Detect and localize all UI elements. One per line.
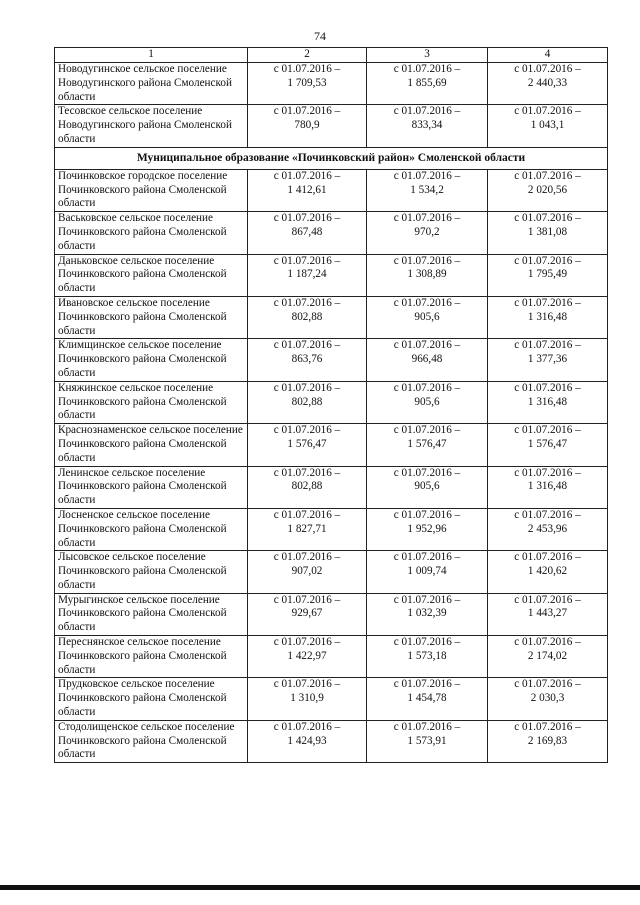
table-row bbox=[55, 381, 608, 423]
settlement-name-cell: Климщинское сельское поселение Починковского района Смоленской области bbox=[55, 339, 248, 381]
tariff-cell-col3 bbox=[367, 105, 488, 147]
tariff-value: 802,88 bbox=[291, 310, 323, 323]
tariff-cell-col4 bbox=[488, 424, 608, 466]
tariff-value: 905,6 bbox=[414, 310, 440, 323]
tariff-date: с 01.07.2016 – bbox=[273, 424, 341, 437]
tariff-value: 1 454,78 bbox=[407, 692, 447, 705]
table-row bbox=[55, 636, 608, 678]
tariff-date: с 01.07.2016 – bbox=[393, 551, 461, 564]
tariff-cell-col3 bbox=[367, 424, 488, 466]
settlement-name-cell: Починковское городское поселение Починковского района Смоленской области bbox=[55, 169, 248, 211]
tariff-date: с 01.07.2016 – bbox=[514, 424, 581, 437]
settlement-name-cell: Лосненское сельское поселение Починковского района Смоленской области bbox=[55, 508, 248, 550]
tariff-cell-col3 bbox=[367, 169, 488, 211]
tariff-date: с 01.07.2016 – bbox=[393, 678, 461, 691]
tariff-value: 1 422,97 bbox=[287, 649, 327, 662]
tariff-value: 1 827,71 bbox=[287, 522, 327, 535]
tariff-value: 1 187,24 bbox=[287, 268, 327, 281]
tariff-value: 1 424,93 bbox=[287, 734, 327, 747]
table-row bbox=[55, 551, 608, 593]
tariff-cell-col2 bbox=[248, 296, 367, 338]
tariff-date: с 01.07.2016 – bbox=[393, 63, 461, 75]
tariff-cell-col4 bbox=[488, 105, 608, 147]
tariff-date: с 01.07.2016 – bbox=[514, 63, 581, 75]
tariff-cell-col3 bbox=[367, 254, 488, 296]
tariff-date: с 01.07.2016 – bbox=[393, 466, 461, 479]
settlement-name-cell: Краснознаменское сельское поселение Починковского района Смоленской области bbox=[55, 424, 248, 466]
tariff-value: 1 709,53 bbox=[287, 76, 327, 89]
tariff-value: 1 573,18 bbox=[407, 649, 447, 662]
tariff-value: 1 032,39 bbox=[407, 607, 447, 620]
tariff-date: с 01.07.2016 – bbox=[273, 339, 341, 352]
tariff-cell-col2 bbox=[248, 424, 367, 466]
tariff-cell-col3 bbox=[367, 339, 488, 381]
tariff-cell-col2 bbox=[248, 339, 367, 381]
tariff-date: с 01.07.2016 – bbox=[514, 593, 581, 606]
tariff-value: 1 316,48 bbox=[527, 395, 568, 408]
tariff-date: с 01.07.2016 – bbox=[273, 593, 341, 606]
tariff-value: 905,6 bbox=[414, 395, 440, 408]
tariff-value: 1 420,62 bbox=[527, 565, 568, 578]
tariff-value: 2 020,56 bbox=[527, 183, 568, 196]
tariff-value: 2 440,33 bbox=[527, 76, 568, 89]
tariff-cell-col2 bbox=[248, 254, 367, 296]
settlement-name-cell: Стодолищенское сельское поселение Починковского района Смоленской области bbox=[55, 720, 248, 762]
tariff-value: 929,67 bbox=[291, 607, 323, 620]
tariff-cell-col2 bbox=[248, 720, 367, 762]
tariff-value: 867,48 bbox=[291, 225, 323, 238]
table-row bbox=[55, 466, 608, 508]
tariff-date: с 01.07.2016 – bbox=[393, 105, 461, 118]
tariff-date: с 01.07.2016 – bbox=[393, 720, 461, 733]
tariff-date: с 01.07.2016 – bbox=[393, 169, 461, 182]
tariff-date: с 01.07.2016 – bbox=[273, 381, 341, 394]
table-row bbox=[55, 296, 608, 338]
settlement-name-cell: Ленинское сельское поселение Починковского района Смоленской области bbox=[55, 466, 248, 508]
tariff-cell-col3 bbox=[367, 381, 488, 423]
tariff-value: 1 381,08 bbox=[527, 225, 568, 238]
tariff-cell-col2 bbox=[248, 466, 367, 508]
tariff-date: с 01.07.2016 – bbox=[393, 254, 461, 267]
header-row bbox=[55, 48, 608, 63]
tariff-date: с 01.07.2016 – bbox=[393, 212, 461, 225]
tariff-date: с 01.07.2016 – bbox=[514, 508, 581, 521]
tariff-cell-col2 bbox=[248, 551, 367, 593]
tariff-date: с 01.07.2016 – bbox=[273, 169, 341, 182]
column-header-3: 3 bbox=[367, 48, 488, 63]
tariff-value: 1 316,48 bbox=[527, 480, 568, 493]
table-row bbox=[55, 339, 608, 381]
tariff-cell-col3 bbox=[367, 551, 488, 593]
tariff-date: с 01.07.2016 – bbox=[514, 466, 581, 479]
tariff-date: с 01.07.2016 – bbox=[514, 636, 581, 649]
tariff-value: 1 534,2 bbox=[410, 183, 444, 196]
tariff-value: 1 009,74 bbox=[407, 565, 447, 578]
table-body bbox=[55, 63, 608, 763]
table-row bbox=[55, 508, 608, 550]
tariff-date: с 01.07.2016 – bbox=[273, 296, 341, 309]
tariff-date: с 01.07.2016 – bbox=[514, 212, 581, 225]
tariff-value: 2 453,96 bbox=[527, 522, 568, 535]
tariff-cell-col4 bbox=[488, 169, 608, 211]
settlement-name-cell: Прудковское сельское поселение Починковского района Смоленской области bbox=[55, 678, 248, 720]
tariff-value: 863,76 bbox=[291, 353, 323, 366]
tariff-date: с 01.07.2016 – bbox=[273, 508, 341, 521]
table-row bbox=[55, 720, 608, 762]
tariff-value: 1 952,96 bbox=[407, 522, 447, 535]
tariff-cell-col2 bbox=[248, 381, 367, 423]
table-row bbox=[55, 254, 608, 296]
tariff-cell-col4 bbox=[488, 720, 608, 762]
page-number: 74 bbox=[314, 29, 326, 43]
tariff-date: с 01.07.2016 – bbox=[393, 636, 461, 649]
tariff-cell-col4 bbox=[488, 381, 608, 423]
tariff-date: с 01.07.2016 – bbox=[393, 296, 461, 309]
tariff-date: с 01.07.2016 – bbox=[273, 466, 341, 479]
tariff-value: 1 576,47 bbox=[407, 437, 447, 450]
tariff-date: с 01.07.2016 – bbox=[514, 339, 581, 352]
tariff-cell-col3 bbox=[367, 508, 488, 550]
tariff-cell-col4 bbox=[488, 593, 608, 635]
tariff-value: 907,02 bbox=[291, 565, 323, 578]
table-row bbox=[55, 63, 608, 105]
tariff-value: 2 030,3 bbox=[530, 692, 565, 705]
tariff-value: 1 043,1 bbox=[530, 119, 565, 132]
tariff-cell-col4 bbox=[488, 678, 608, 720]
tariff-date: с 01.07.2016 – bbox=[393, 593, 461, 606]
settlement-name-cell: Переснянское сельское поселение Починковского района Смоленской области bbox=[55, 636, 248, 678]
tariff-date: с 01.07.2016 – bbox=[393, 424, 461, 437]
tariff-value: 1 443,27 bbox=[527, 607, 568, 620]
tariff-cell-col2 bbox=[248, 169, 367, 211]
tariff-value: 1 308,89 bbox=[407, 268, 447, 281]
tariff-value: 1 310,9 bbox=[290, 692, 324, 705]
tariff-date: с 01.07.2016 – bbox=[273, 551, 341, 564]
tariff-date: с 01.07.2016 – bbox=[273, 105, 341, 118]
tariff-value: 1 412,61 bbox=[287, 183, 327, 196]
tariff-date: с 01.07.2016 – bbox=[514, 381, 581, 394]
tariff-date: с 01.07.2016 – bbox=[393, 339, 461, 352]
tariff-date: с 01.07.2016 – bbox=[273, 720, 341, 733]
tariff-cell-col3 bbox=[367, 212, 488, 254]
tariff-cell-col4 bbox=[488, 508, 608, 550]
tariff-cell-col4 bbox=[488, 551, 608, 593]
settlement-name-cell: Новодугинское сельское поселение Новодугинского района Смоленской области bbox=[55, 63, 248, 105]
section-title: Муниципальное образование «Починковский район» Смоленской области bbox=[55, 147, 608, 169]
settlement-name-cell: Княжинское сельское поселение Починковского района Смоленской области bbox=[55, 381, 248, 423]
tariff-cell-col4 bbox=[488, 339, 608, 381]
table-row bbox=[55, 593, 608, 635]
tariff-value: 1 377,36 bbox=[527, 353, 568, 366]
tariff-value: 1 576,47 bbox=[527, 437, 568, 450]
tariff-value: 802,88 bbox=[291, 480, 323, 493]
tariff-value: 1 576,47 bbox=[287, 437, 327, 450]
scan-edge-bar bbox=[0, 885, 640, 890]
tariff-cell-col4 bbox=[488, 296, 608, 338]
tariff-cell-col3 bbox=[367, 593, 488, 635]
tariff-date: с 01.07.2016 – bbox=[514, 296, 581, 309]
tariff-value: 905,6 bbox=[414, 480, 440, 493]
tariff-date: с 01.07.2016 – bbox=[514, 254, 581, 267]
tariff-cell-col2 bbox=[248, 105, 367, 147]
tariff-value: 966,48 bbox=[411, 353, 443, 366]
tariff-value: 833,34 bbox=[411, 119, 443, 132]
tariff-cell-col3 bbox=[367, 63, 488, 105]
tariff-cell-col4 bbox=[488, 63, 608, 105]
tariff-date: с 01.07.2016 – bbox=[393, 381, 461, 394]
tariff-value: 780,9 bbox=[294, 119, 320, 132]
table-row bbox=[55, 169, 608, 211]
tariff-cell-col2 bbox=[248, 508, 367, 550]
column-header-4: 4 bbox=[488, 48, 608, 63]
tariff-cell-col4 bbox=[488, 636, 608, 678]
tariff-date: с 01.07.2016 – bbox=[273, 254, 341, 267]
tariff-cell-col3 bbox=[367, 636, 488, 678]
tariff-value: 1 795,49 bbox=[527, 268, 568, 281]
tariff-cell-col2 bbox=[248, 678, 367, 720]
tariff-date: с 01.07.2016 – bbox=[514, 169, 581, 182]
tariff-date: с 01.07.2016 – bbox=[393, 508, 461, 521]
tariff-value: 1 316,48 bbox=[527, 310, 568, 323]
tariff-date: с 01.07.2016 – bbox=[514, 678, 581, 691]
tariff-cell-col2 bbox=[248, 212, 367, 254]
tariff-table bbox=[54, 47, 608, 763]
table-row bbox=[55, 105, 608, 147]
tariff-date: с 01.07.2016 – bbox=[514, 105, 581, 118]
tariff-cell-col4 bbox=[488, 254, 608, 296]
tariff-date: с 01.07.2016 – bbox=[273, 212, 341, 225]
tariff-value: 802,88 bbox=[291, 395, 323, 408]
tariff-cell-col3 bbox=[367, 720, 488, 762]
tariff-cell-col3 bbox=[367, 678, 488, 720]
tariff-cell-col4 bbox=[488, 466, 608, 508]
section-header-row bbox=[55, 147, 608, 169]
tariff-value: 2 174,02 bbox=[527, 649, 568, 662]
tariff-value: 970,2 bbox=[414, 225, 440, 238]
tariff-date: с 01.07.2016 – bbox=[273, 636, 341, 649]
tariff-cell-col4 bbox=[488, 212, 608, 254]
tariff-value: 1 573,91 bbox=[407, 734, 447, 747]
tariff-cell-col3 bbox=[367, 296, 488, 338]
settlement-name-cell: Даньковское сельское поселение Починковского района Смоленской области bbox=[55, 254, 248, 296]
column-header-2: 2 bbox=[248, 48, 367, 63]
settlement-name-cell: Тесовское сельское поселение Новодугинского района Смоленской области bbox=[55, 105, 248, 147]
tariff-date: с 01.07.2016 – bbox=[514, 720, 581, 733]
table-row bbox=[55, 678, 608, 720]
settlement-name-cell: Лысовское сельское поселение Починковского района Смоленской области bbox=[55, 551, 248, 593]
settlement-name-cell: Васьковское сельское поселение Починковского района Смоленской области bbox=[55, 212, 248, 254]
tariff-cell-col3 bbox=[367, 466, 488, 508]
tariff-value: 1 855,69 bbox=[407, 76, 447, 89]
tariff-date: с 01.07.2016 – bbox=[273, 63, 341, 75]
settlement-name-cell: Ивановское сельское поселение Починковского района Смоленской области bbox=[55, 296, 248, 338]
tariff-value: 2 169,83 bbox=[527, 734, 568, 747]
tariff-date: с 01.07.2016 – bbox=[514, 551, 581, 564]
settlement-name-cell: Мурыгинское сельское поселение Починковского района Смоленской области bbox=[55, 593, 248, 635]
tariff-cell-col2 bbox=[248, 63, 367, 105]
tariff-cell-col2 bbox=[248, 593, 367, 635]
table-row bbox=[55, 212, 608, 254]
table-row bbox=[55, 424, 608, 466]
tariff-date: с 01.07.2016 – bbox=[273, 678, 341, 691]
column-header-1: 1 bbox=[55, 48, 248, 63]
tariff-cell-col2 bbox=[248, 636, 367, 678]
